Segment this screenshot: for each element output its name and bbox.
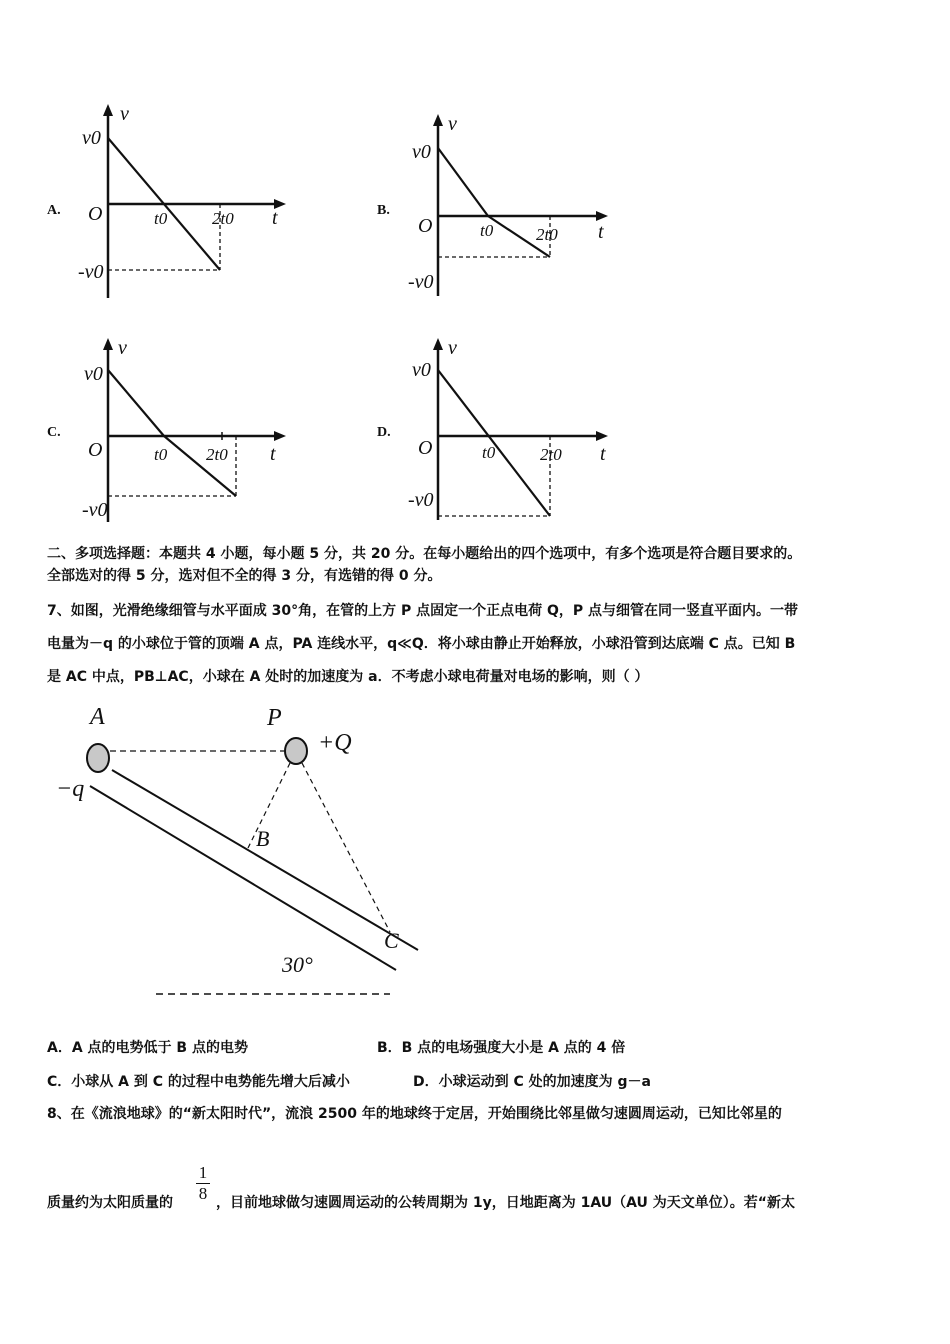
2t0-label: 2t0: [212, 209, 234, 228]
vt-graph-d: [410, 336, 620, 530]
option-letter-a: A.: [47, 203, 61, 218]
origin-label: O: [418, 215, 433, 237]
v0-label: v0: [412, 359, 431, 381]
2t0-label: 2t0: [206, 445, 228, 464]
2t0-label: 2t0: [540, 445, 562, 464]
vt-graph-b-svg: [410, 112, 620, 302]
section2-heading: [47, 543, 910, 587]
origin-label: O: [418, 437, 433, 459]
t-label: t: [270, 443, 276, 465]
neg-v0-label: -v0: [78, 261, 104, 283]
t0-label: t0: [154, 445, 168, 464]
fraction-denominator: 8: [198, 1184, 208, 1203]
vt-graph-a: [80, 100, 300, 304]
q7-line1: 7、如图，光滑绝缘细管与水平面成 30°角，在管的上方 P 点固定一个正点电荷 Q，P 点与细管在同一竖直平面内。一带: [47, 603, 799, 619]
t-label: t: [272, 207, 278, 229]
tube-upper-edge: [112, 770, 418, 950]
question-7: [47, 595, 910, 694]
t-label: t: [600, 443, 606, 465]
q7-option-c: C．小球从 A 到 C 的过程中电势能先增大后减小: [47, 1074, 350, 1090]
label-b: B: [256, 826, 270, 851]
q7-option-b: B．B 点的电场强度大小是 A 点的 4 倍: [377, 1040, 626, 1056]
label-c: C: [384, 928, 399, 953]
vt-graph-b: [410, 112, 620, 306]
v-label: v: [448, 113, 457, 135]
label-p: P: [267, 705, 282, 731]
t0-label: t0: [482, 443, 496, 462]
v-label: v: [118, 337, 127, 359]
label-plus-q: +Q: [318, 730, 352, 756]
v-axis-arrow: [103, 104, 113, 116]
v0-label: v0: [82, 127, 101, 149]
q8-line2-before: 质量约为太阳质量的: [47, 1195, 173, 1211]
option-letter-d: D.: [377, 425, 391, 440]
t0-label: t0: [154, 209, 168, 228]
q7-option-a: A．A 点的电势低于 B 点的电势: [47, 1040, 248, 1056]
vt-graph-a-svg: [80, 100, 300, 300]
label-angle: 30°: [282, 952, 313, 977]
t0-label: t0: [480, 221, 494, 240]
option-letter-b: B.: [377, 203, 390, 218]
option-letter-c: C.: [47, 425, 61, 440]
figure-7-svg: [50, 700, 430, 1005]
ball-a: [87, 744, 109, 772]
figure-7: [50, 700, 430, 1005]
section2-line2: 全部选对的得 5 分，选对但不全的得 3 分，有选错的得 0 分。: [47, 568, 442, 584]
fraction-one-eighth: [196, 1163, 210, 1204]
2t0-label: 2t0: [536, 225, 558, 244]
velocity-line: [438, 148, 488, 216]
vt-graph-d-svg: [410, 336, 620, 526]
origin-label: O: [88, 439, 103, 461]
section2-line1: 二、多项选择题：本题共 4 小题，每小题 5 分，共 20 分。在每小题给出的四个选项中，有多个选项是符合题目要求的。: [47, 546, 802, 562]
neg-v0-label: -v0: [408, 271, 434, 293]
q7-line3: 是 AC 中点，PB⊥AC，小球在 A 处时的加速度为 a．不考虑小球电荷量对电场的影响，则（ ）: [47, 669, 649, 685]
t-label: t: [598, 221, 604, 243]
label-a: A: [90, 704, 105, 730]
v-label: v: [448, 337, 457, 359]
neg-v0-label: -v0: [82, 499, 108, 521]
neg-v0-label: -v0: [408, 489, 434, 511]
vt-graph-c: [80, 336, 300, 530]
fraction-numerator: 1: [198, 1163, 208, 1182]
charge-p: [285, 738, 307, 764]
velocity-line: [108, 370, 164, 436]
q8-line1: 8、在《流浪地球》的“新太阳时代”，流浪 2500 年的地球终于定居，开始围绕比邻星做匀速圆周运动，已知比邻星的: [47, 1106, 782, 1122]
v0-label: v0: [84, 363, 103, 385]
tube-lower-edge: [90, 786, 396, 970]
v-label: v: [120, 103, 129, 125]
v0-label: v0: [412, 141, 431, 163]
vt-graph-c-svg: [80, 336, 300, 526]
origin-label: O: [88, 203, 103, 225]
q8-line2-after: ，目前地球做匀速圆周运动的公转周期为 1y，日地距离为 1AU（AU 为天文单位）。若“新太: [216, 1195, 795, 1211]
q7-line2: 电量为－q 的小球位于管的顶端 A 点，PA 连线水平，q≪Q．将小球由静止开始释放，小球沿管到达底端 C 点。已知 B: [47, 636, 796, 652]
q7-option-d: D．小球运动到 C 处的加速度为 g－a: [413, 1074, 651, 1090]
label-minus-q: −q: [56, 776, 85, 802]
